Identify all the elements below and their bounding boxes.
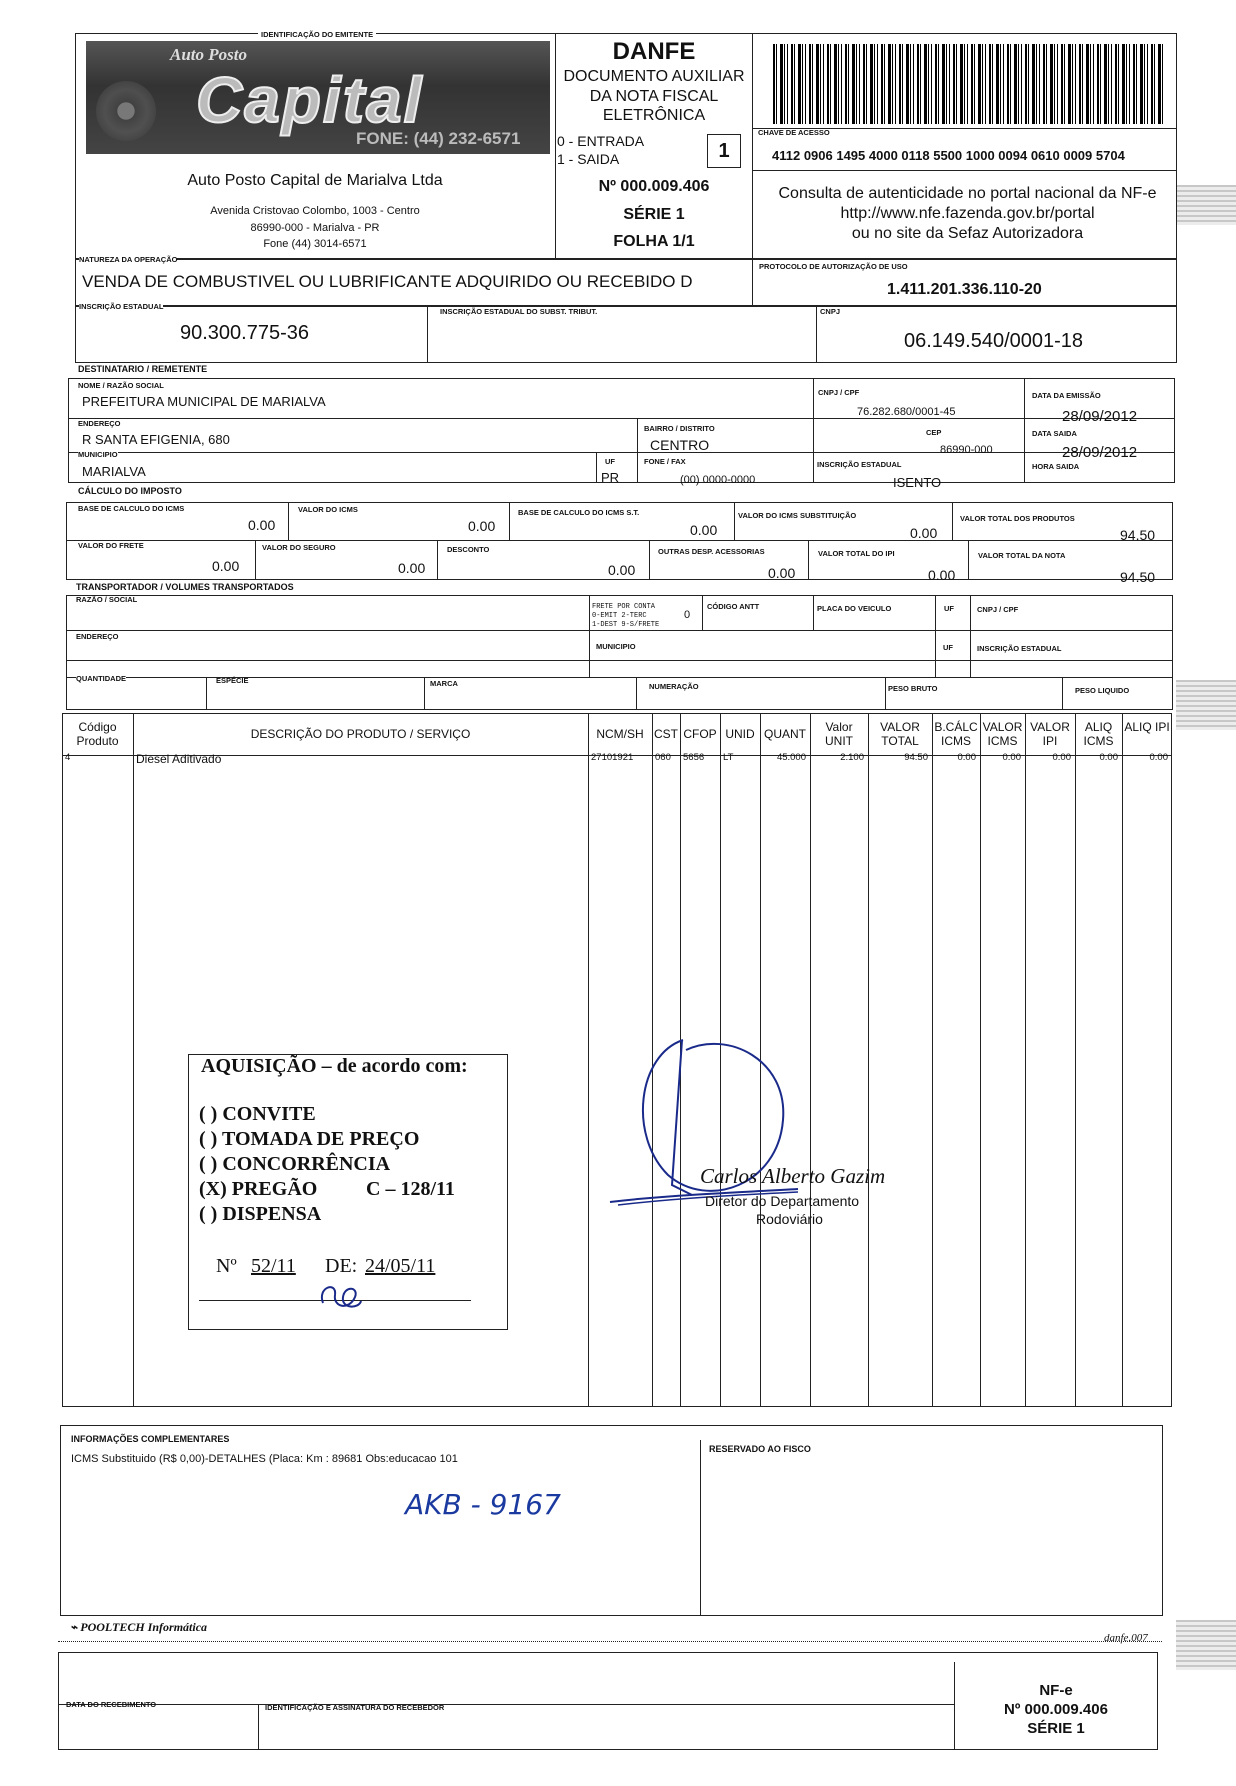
danfe-title: DANFE	[612, 38, 696, 65]
divider	[813, 595, 814, 630]
uf-value: PR	[601, 470, 620, 485]
frete-conta2: 0-EMIT 2-TERC	[592, 612, 647, 620]
column-header-codigo: Código Produto	[76, 720, 119, 748]
ipi-label: VALOR TOTAL DO IPI	[818, 549, 895, 558]
transp-endereco-label: ENDEREÇO	[76, 632, 119, 641]
imposto-section: CÁLCULO DO IMPOSTO	[78, 486, 182, 496]
table-cell-cfop: 5656	[683, 752, 705, 763]
column-header-valor-total: VALOR TOTAL	[880, 720, 920, 748]
column-header-aliq-ipi: ALIQ IPI	[1124, 720, 1170, 734]
municipio-value: MARIALVA	[82, 464, 146, 479]
saida-label: DATA SAIDA	[1032, 429, 1077, 438]
chave-label: CHAVE DE ACESSO	[758, 128, 830, 137]
signature-name: Carlos Alberto Gazim	[700, 1164, 886, 1188]
peso-liq-label: PESO LIQUIDO	[1075, 686, 1130, 695]
pooltech-brand	[70, 1620, 207, 1635]
ie-label: INSCRIÇÃO ESTADUAL	[79, 302, 164, 311]
consulta-line1: Consulta de autenticidade no portal nacional da NF-e	[778, 185, 1157, 202]
cnpj-value: 06.149.540/0001-18	[904, 330, 1084, 352]
table-cell-descricao: Diesel Aditivado	[136, 752, 222, 766]
logo-text: Capital	[196, 64, 424, 136]
bc-st-label: BASE DE CALCULO DO ICMS S.T.	[518, 508, 640, 517]
placa-label: PLACA DO VEICULO	[817, 604, 892, 613]
protocolo-value: 1.411.201.336.110-20	[887, 281, 1042, 298]
table-column-divider	[588, 713, 589, 1407]
table-column-divider	[980, 713, 981, 1407]
divider	[68, 418, 1175, 419]
v-icms-label: VALOR DO ICMS	[298, 505, 358, 514]
divider	[954, 1662, 955, 1750]
divider	[509, 502, 510, 540]
municipio-label: MUNICIPIO	[78, 450, 118, 459]
column-header-valor-icms: VALOR ICMS	[982, 720, 1023, 748]
iest-label: INSCRIÇÃO ESTADUAL DO SUBST. TRIBUT.	[440, 307, 598, 316]
table-cell-valor-icms: 0.00	[1002, 752, 1021, 763]
transp-uf-label: UF	[944, 604, 954, 613]
divider	[66, 630, 1173, 631]
logo-phone: FONE: (44) 232-6571	[356, 129, 521, 148]
stamp-line4b: C – 128/11	[366, 1178, 455, 1200]
divider	[206, 677, 207, 710]
divider	[1062, 677, 1063, 710]
frete-conta1: FRETE POR CONTA	[592, 603, 656, 611]
divider	[288, 502, 289, 540]
scan-artifact	[1176, 680, 1236, 730]
emissao-value: 28/09/2012	[1062, 408, 1138, 425]
v-prod-label: VALOR TOTAL DOS PRODUTOS	[960, 514, 1075, 523]
logo-pumps-icon	[96, 81, 156, 141]
table-cell-aliq-icms: 0.00	[1099, 752, 1118, 763]
numeracao-label: NUMERAÇÃO	[649, 682, 699, 691]
divider	[636, 677, 637, 710]
ipi-value: 0.00	[928, 567, 956, 583]
dest-ie-value: ISENTO	[893, 475, 942, 490]
desconto-value: 0.00	[608, 562, 636, 578]
emissao-label: DATA DA EMISSÃO	[1032, 391, 1101, 400]
danfe-ref: danfe.007	[1104, 1632, 1148, 1644]
seguro-label: VALOR DO SEGURO	[262, 543, 336, 552]
logo-top-text: Auto Posto	[170, 45, 247, 64]
divider	[968, 540, 969, 580]
danfe-subtitle3: ELETRÔNICA	[602, 107, 706, 124]
handwritten-plate: AKB - 9167	[405, 1488, 561, 1521]
signature-role1: Diretor do Departamento	[705, 1193, 860, 1209]
endereco-value: R SANTA EFIGENIA, 680	[82, 432, 230, 447]
stamp-initials	[315, 1277, 365, 1315]
uf-label: UF	[605, 457, 615, 466]
column-header-unid: UNID	[725, 727, 755, 741]
table-column-divider	[133, 713, 134, 1407]
divider	[752, 170, 1177, 171]
barcode	[773, 44, 1165, 124]
bc-icms-label: BASE DE CALCULO DO ICMS	[78, 504, 185, 513]
stamp-line4: (X) PREGÃO	[199, 1178, 318, 1200]
transp-ie-label: INSCRIÇÃO ESTADUAL	[977, 644, 1062, 653]
stamp-line5: ( ) DISPENSA	[199, 1203, 322, 1225]
fisco-label: RESERVADO AO FISCO	[709, 1444, 811, 1454]
column-header-cst: CST	[654, 727, 678, 741]
fone-label: FONE / FAX	[644, 457, 686, 466]
divider	[816, 306, 817, 363]
divider	[637, 452, 638, 483]
table-column-divider	[1025, 713, 1026, 1407]
stamp-date: 24/05/11	[365, 1255, 436, 1277]
especie-label: ESPÉCIE	[216, 676, 249, 685]
stamp-line3: ( ) CONCORRÊNCIA	[199, 1153, 391, 1175]
emitente-label: IDENTIFICAÇÃO DO EMITENTE	[258, 30, 376, 39]
divider	[68, 452, 1175, 453]
danfe-folha: FOLHA 1/1	[613, 233, 695, 250]
dest-ie-label: INSCRIÇÃO ESTADUAL	[817, 460, 902, 469]
divider	[66, 660, 1173, 661]
emitente-address1: Avenida Cristovao Colombo, 1003 - Centro	[210, 205, 420, 217]
outras-label: OUTRAS DESP. ACESSORIAS	[658, 547, 765, 556]
info-text: ICMS Substituido (R$ 0,00)-DETALHES (Placa: Km : 89681 Obs:educacao 101	[71, 1453, 458, 1465]
column-header-valor-unit: Valor UNIT	[825, 720, 853, 748]
stamp-num-label: Nº	[216, 1255, 237, 1277]
fone-value: (00) 0000-0000	[680, 474, 756, 486]
cut-line	[58, 1641, 1162, 1642]
table-column-divider	[1122, 713, 1123, 1407]
marca-label: MARCA	[430, 679, 458, 688]
bairro-label: BAIRRO / DISTRITO	[644, 424, 715, 433]
v-icms-value: 0.00	[468, 518, 496, 534]
divider	[555, 33, 556, 259]
cnpj-label: CNPJ	[820, 307, 841, 316]
transportador-section: TRANSPORTADOR / VOLUMES TRANSPORTADOS	[76, 582, 294, 592]
table-column-divider	[932, 713, 933, 1407]
divider	[258, 1704, 259, 1750]
protocolo-label: PROTOCOLO DE AUTORIZAÇÃO DE USO	[759, 262, 908, 271]
divider	[66, 540, 1173, 541]
v-st-label: VALOR DO ICMS SUBSTITUIÇÃO	[738, 511, 857, 520]
divider	[952, 502, 953, 540]
stamp-title: AQUISIÇÃO – de acordo com:	[201, 1055, 468, 1077]
bc-icms-value: 0.00	[248, 517, 276, 533]
v-st-value: 0.00	[910, 525, 938, 541]
divider	[58, 1704, 954, 1705]
peso-bruto-label: PESO BRUTO	[888, 684, 938, 693]
divider	[1024, 378, 1025, 483]
table-cell-aliq-ipi: 0.00	[1149, 752, 1168, 763]
divider	[734, 502, 735, 540]
table-column-divider	[810, 713, 811, 1407]
divider	[702, 595, 703, 630]
column-header-cfop: CFOP	[683, 727, 717, 741]
table-cell-cst: 060	[655, 752, 671, 763]
frete-conta3: 1-DEST 9-S/FRETE	[592, 621, 660, 629]
divider	[637, 418, 638, 452]
pooltech-label: POOLTECH Informática	[80, 1620, 208, 1634]
antt-label: CÓDIGO ANTT	[707, 602, 760, 611]
seguro-value: 0.00	[398, 560, 426, 576]
table-cell-quant: 45.000	[776, 752, 806, 763]
transp-municipio-label: MUNICIPIO	[596, 642, 636, 651]
column-header-quant: QUANT	[764, 727, 806, 741]
table-cell-ncm: 27101921	[591, 752, 634, 763]
natureza-value: VENDA DE COMBUSTIVEL OU LUBRIFICANTE ADQUIRIDO OU RECEBIDO D	[82, 272, 693, 291]
cep-value: 86990-000	[940, 444, 993, 456]
destinatario-section: DESTINATARIO / REMETENTE	[78, 364, 208, 374]
hora-label: HORA SAIDA	[1032, 462, 1080, 471]
razao-label: RAZÃO / SOCIAL	[76, 595, 138, 604]
recebimento-label: DATA DO RECEBIMENTO	[66, 1700, 157, 1709]
bc-st-value: 0.00	[690, 522, 718, 538]
nota-value: 94.50	[1120, 569, 1156, 585]
assinatura-label: IDENTIFICAÇÃO E ASSINATURA DO RECEBEDOR	[265, 1703, 445, 1712]
column-header-valor-ipi: VALOR IPI	[1030, 720, 1070, 748]
divider	[589, 595, 590, 677]
dest-cnpj-value: 76.282.680/0001-45	[857, 406, 956, 418]
desconto-label: DESCONTO	[447, 545, 490, 554]
canhoto-numero: Nº 000.009.406	[1004, 1701, 1108, 1718]
nota-label: VALOR TOTAL DA NOTA	[978, 551, 1066, 560]
danfe-serie: SÉRIE 1	[623, 206, 685, 223]
danfe-saida: 1 - SAIDA	[557, 151, 620, 167]
nome-label: NOME / RAZÃO SOCIAL	[78, 381, 164, 390]
scan-artifact	[1176, 1620, 1236, 1670]
divider	[596, 452, 597, 483]
company-logo	[86, 41, 550, 154]
table-cell-valor-total: 94.50	[904, 752, 928, 763]
canhoto-serie: SÉRIE 1	[1027, 1720, 1085, 1737]
pooltech-icon: ⌁	[70, 1620, 78, 1634]
bairro-value: CENTRO	[650, 437, 710, 453]
danfe-subtitle2: DA NOTA FISCAL	[589, 88, 719, 105]
frete-label: VALOR DO FRETE	[78, 541, 144, 550]
qtd-label: QUANTIDADE	[76, 674, 126, 683]
divider	[700, 1440, 701, 1616]
emitente-name: Auto Posto Capital de Marialva Ltda	[187, 172, 443, 189]
stamp-line2: ( ) TOMADA DE PREÇO	[199, 1128, 420, 1150]
divider	[885, 677, 886, 710]
dest-cnpj-label: CNPJ / CPF	[818, 388, 860, 397]
table-column-divider	[1075, 713, 1076, 1407]
stamp-num: 52/11	[251, 1255, 296, 1277]
divider	[935, 595, 936, 677]
ie-value: 90.300.775-36	[180, 322, 310, 344]
column-header-descricao: DESCRIÇÃO DO PRODUTO / SERVIÇO	[250, 727, 471, 741]
column-header-ncm: NCM/SH	[596, 727, 644, 741]
stamp-date-label: DE:	[325, 1255, 358, 1277]
column-header-aliq-icms: ALIQ ICMS	[1083, 720, 1114, 748]
table-cell-codigo: 4	[65, 752, 71, 763]
natureza-label: NATUREZA DA OPERAÇÃO	[79, 255, 178, 264]
danfe-tipo: 1	[707, 134, 741, 168]
divider	[437, 540, 438, 580]
frete-conta-value: 0	[684, 609, 691, 621]
info-label: INFORMAÇÕES COMPLEMENTARES	[71, 1434, 230, 1444]
consulta-line3: ou no site da Sefaz Autorizadora	[851, 225, 1084, 242]
divider	[649, 540, 650, 580]
table-cell-valor-ipi: 0.00	[1052, 752, 1071, 763]
chave-value: 4112 0906 1495 4000 0118 5500 1000 0094 0610 0009 5704	[772, 148, 1125, 163]
danfe-numero: Nº 000.009.406	[598, 178, 710, 195]
v-prod-value: 94.50	[1120, 527, 1156, 543]
divider	[427, 306, 428, 363]
divider	[255, 540, 256, 580]
emitente-address2: 86990-000 - Marialva - PR	[250, 222, 380, 234]
outras-value: 0.00	[768, 565, 796, 581]
divider	[813, 378, 814, 483]
consulta-line2: http://www.nfe.fazenda.gov.br/portal	[840, 205, 1095, 222]
canhoto-nfe: NF-e	[1039, 1682, 1073, 1699]
table-cell-valor-unit: 2.100	[840, 752, 864, 763]
transp-cnpj-label: CNPJ / CPF	[977, 605, 1019, 614]
danfe-subtitle1: DOCUMENTO AUXILIAR	[563, 68, 745, 85]
cep-label: CEP	[926, 428, 942, 437]
signature-role2: Rodoviário	[756, 1211, 823, 1227]
divider	[970, 595, 971, 677]
table-column-divider	[868, 713, 869, 1407]
frete-value: 0.00	[212, 558, 240, 574]
danfe-entrada: 0 - ENTRADA	[557, 133, 645, 149]
saida-value: 28/09/2012	[1062, 444, 1138, 461]
table-cell-unid: LT	[723, 752, 734, 763]
stamp-line1: ( ) CONVITE	[199, 1103, 316, 1125]
scan-artifact	[1176, 185, 1236, 225]
divider	[424, 677, 425, 710]
acquisition-stamp	[188, 1054, 508, 1330]
column-header-bc-icms: B.CÁLC ICMS	[934, 720, 978, 748]
emitente-phone: Fone (44) 3014-6571	[263, 238, 367, 250]
endereco-label: ENDEREÇO	[78, 419, 121, 428]
divider	[808, 540, 809, 580]
transp-uf2-label: UF	[943, 643, 953, 652]
nome-value: PREFEITURA MUNICIPAL DE MARIALVA	[82, 394, 326, 409]
table-cell-bc-icms: 0.00	[957, 752, 976, 763]
